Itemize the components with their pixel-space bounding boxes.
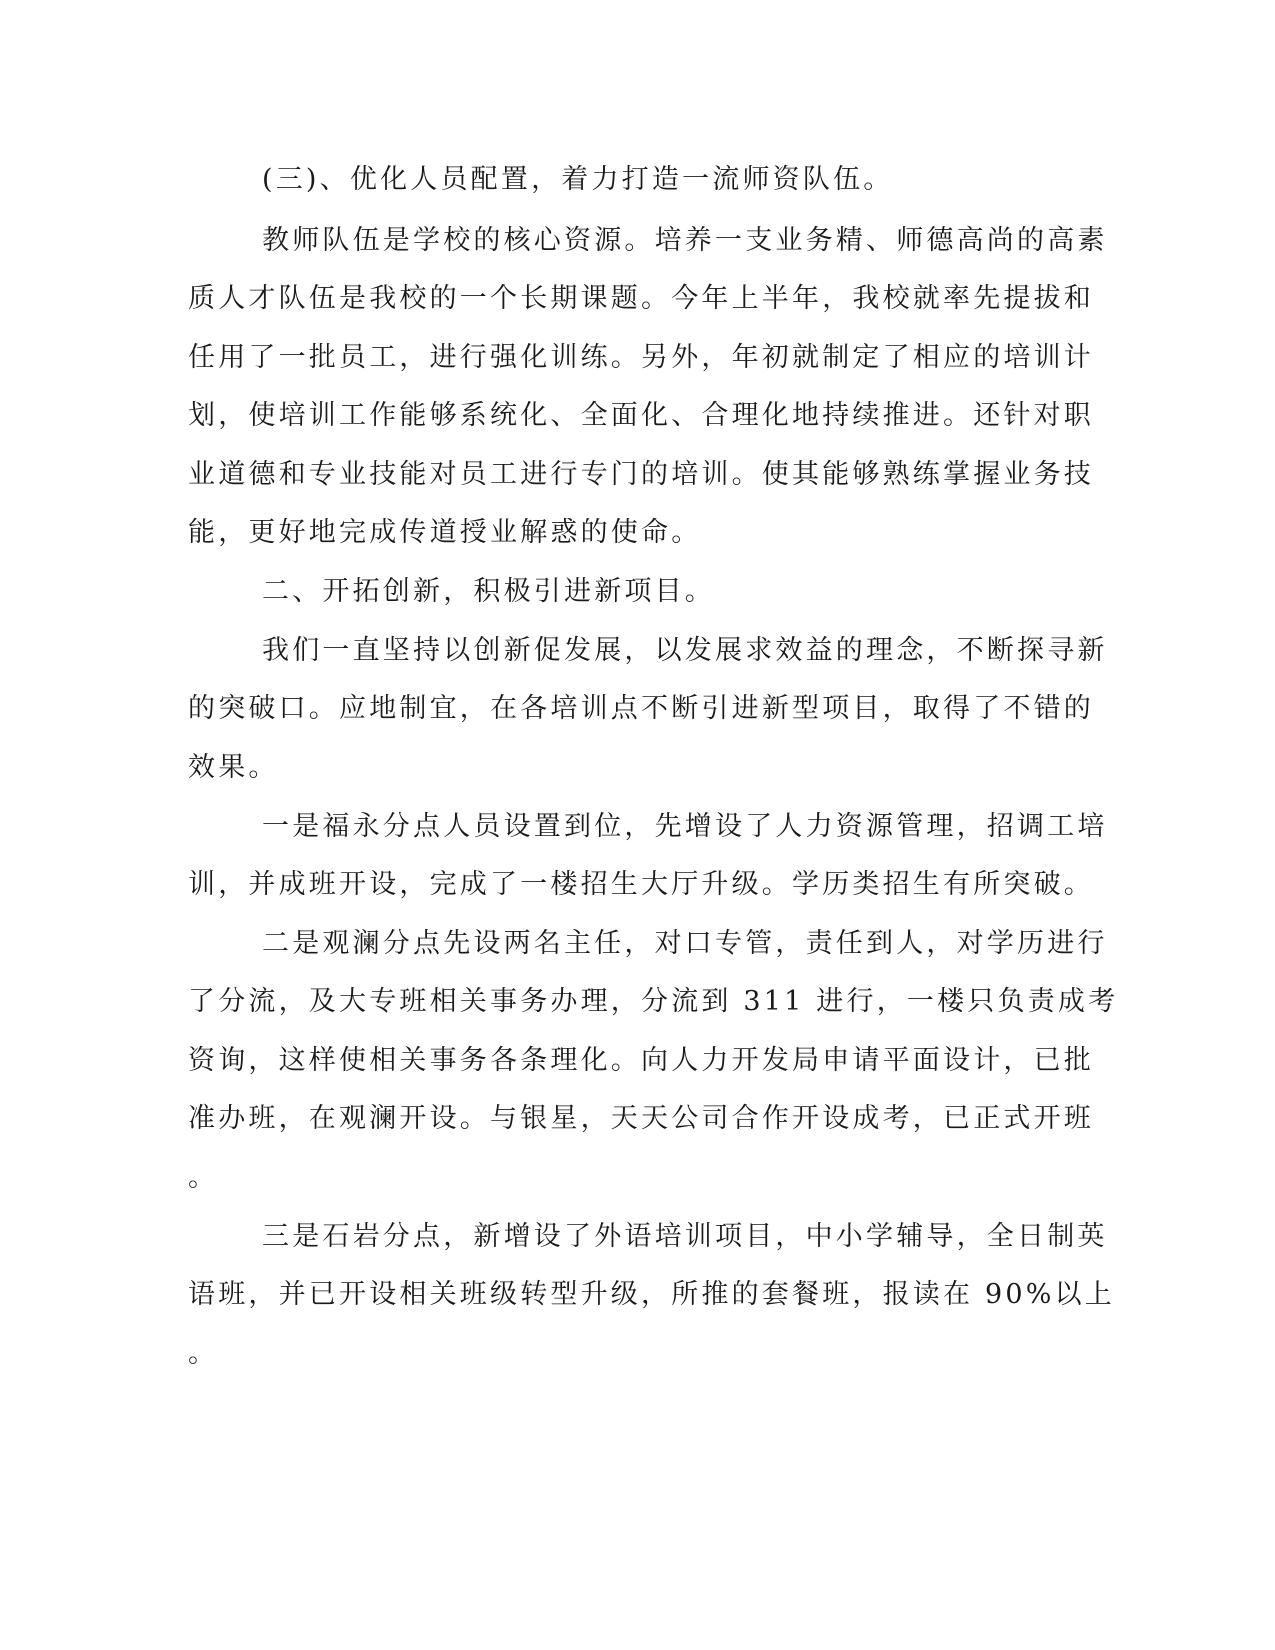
- paragraph-line: 一是福永分点人员设置到位，先增设了人力资源管理，招调工培: [262, 811, 1108, 842]
- paragraph-line: 能，更好地完成传道授业解惑的使命。: [188, 517, 702, 548]
- paragraph-line: 效果。: [188, 752, 279, 783]
- paragraph-line: 质人才队伍是我校的一个长期课题。今年上半年，我校就率先提拔和: [188, 283, 1094, 314]
- paragraph-line: 了分流，及大专班相关事务办理，分流到 311 进行，一楼只负责成考: [188, 986, 1119, 1017]
- paragraph-line: 准办班，在观澜开设。与银星，天天公司合作开设成考，已正式开班: [188, 1103, 1094, 1134]
- paragraph-line: 训，并成班开设，完成了一楼招生大厅升级。学历类招生有所突破。: [188, 869, 1094, 900]
- paragraph-line: 划，使培训工作能够系统化、全面化、合理化地持续推进。还针对职: [188, 400, 1094, 431]
- paragraph-line: 。: [188, 1162, 219, 1193]
- paragraph-line: 我们一直坚持以创新促发展，以发展求效益的理念，不断探寻新: [262, 635, 1108, 666]
- paragraph-line: 语班，并已开设相关班级转型升级，所推的套餐班，报读在 90%以上: [188, 1279, 1115, 1310]
- section-heading-2: 二、开拓创新，积极引进新项目。: [262, 576, 715, 607]
- paragraph-line: 的突破口。应地制宜，在各培训点不断引进新型项目，取得了不错的: [188, 693, 1094, 724]
- paragraph-line: 。: [188, 1338, 219, 1369]
- paragraph-line: 任用了一批员工，进行强化训练。另外，年初就制定了相应的培训计: [188, 342, 1094, 373]
- section-heading-3: (三)、优化人员配置，着力打造一流师资队伍。: [262, 164, 894, 195]
- paragraph-line: 教师队伍是学校的核心资源。培养一支业务精、师德高尚的高素: [262, 225, 1108, 256]
- paragraph-line: 三是石岩分点，新增设了外语培训项目，中小学辅导，全日制英: [262, 1221, 1108, 1252]
- paragraph-line: 资询，这样使相关事务各条理化。向人力开发局申请平面设计，已批: [188, 1045, 1094, 1076]
- paragraph-line: 二是观澜分点先设两名主任，对口专管，责任到人，对学历进行: [262, 928, 1108, 959]
- paragraph-line: 业道德和专业技能对员工进行专门的培训。使其能够熟练掌握业务技: [188, 459, 1094, 490]
